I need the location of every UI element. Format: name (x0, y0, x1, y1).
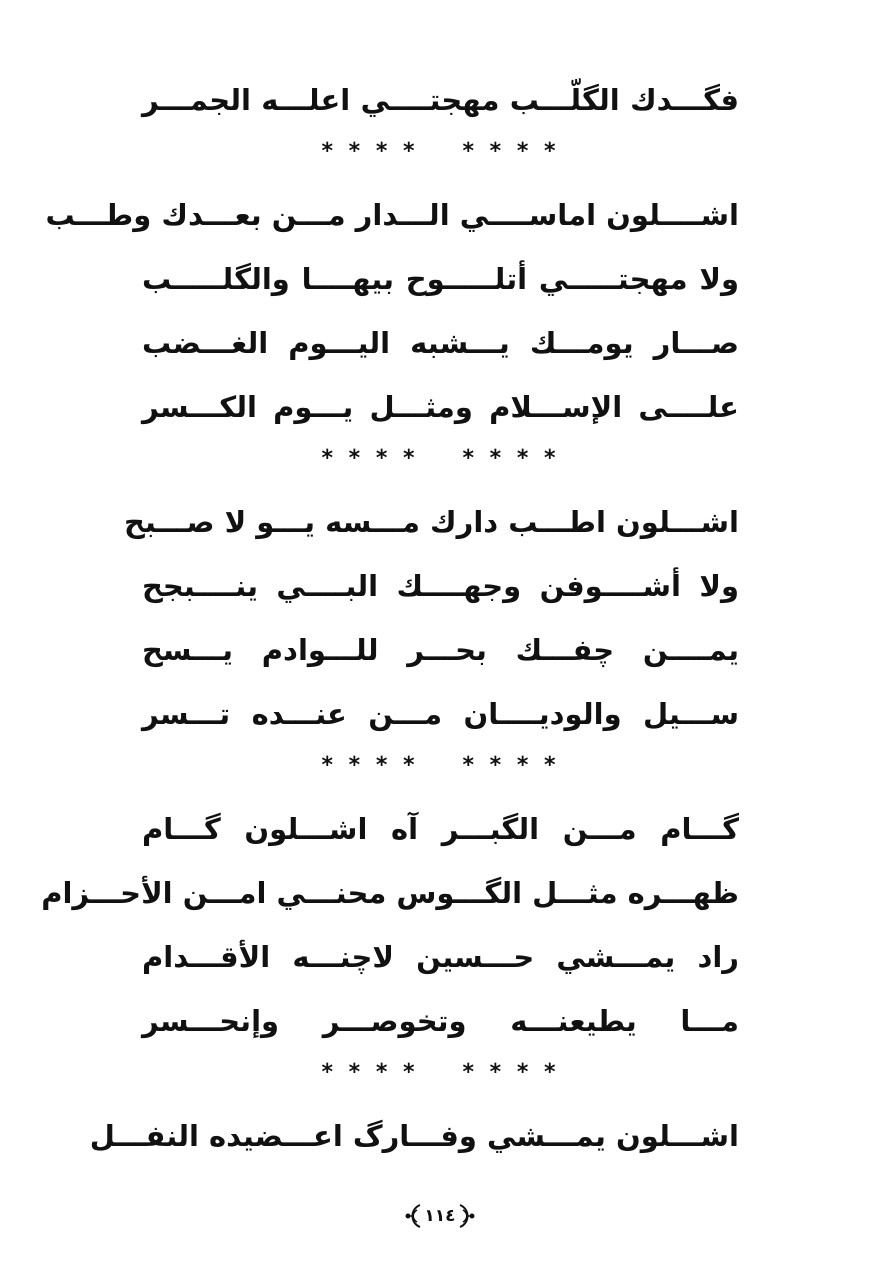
page-number (400, 1198, 480, 1234)
verse-line: فگـــدك الگلّـــب مهجتــــي اعلـــه الجمـــر (142, 83, 739, 117)
stanza-separator (0, 447, 881, 471)
separator-stars-left: * * * * (321, 446, 419, 471)
verse-line: گـــام مـــن الگبـــر آه اشـــلون گـــام (142, 812, 739, 846)
verse-line: ســـيل والوديــــان مـــن عنـــده تـــسر (142, 697, 739, 731)
stanza-separator (0, 1061, 881, 1085)
separator-stars-right: * * * * (462, 446, 560, 471)
verse-line: ولا مهجتـــــي أتلـــــوح بيهــــا والگلـــــب (142, 262, 739, 296)
ornament-right-icon (458, 1201, 476, 1231)
verse-line: ظهـــره مثـــل الگـــوس محنـــي امـــن الأحـــزام (41, 876, 739, 910)
separator-stars-right: * * * * (462, 1060, 560, 1085)
stanza-separator (0, 140, 881, 164)
separator-stars-left: * * * * (321, 1060, 419, 1085)
separator-stars-left: * * * * (321, 753, 419, 778)
separator-stars-left: * * * * (321, 139, 419, 164)
page-number-text: ١١٤ (424, 1206, 456, 1226)
verse-line: يمــــن چفـــك بحـــر للـــوادم يـــسح (142, 633, 739, 667)
verse-line: علــــى الإســـلام ومثـــل يـــوم الكـــسر (142, 390, 739, 424)
separator-stars-right: * * * * (462, 753, 560, 778)
separator-stars-right: * * * * (462, 139, 560, 164)
ornament-left-icon (404, 1201, 422, 1231)
verse-line: ولا أشــــوفن وجهــــك البــــي ينــــبجح (142, 569, 739, 603)
verse-line: اشـــلون يمـــشي وفـــارگ اعـــضيده النفـــل (89, 1119, 739, 1153)
stanza-separator (0, 754, 881, 778)
verse-line: اشـــلون اطـــب دارك مـــسه يـــو لا صـــبح (123, 505, 739, 539)
verse-line: صـــار يومـــك يـــشبه اليـــوم الغـــضب (142, 326, 739, 360)
verse-line: مـــا يطيعنـــه وتخوصـــر وإنحـــسر (142, 1004, 739, 1038)
verse-line: اشــــلون اماســــي الـــدار مـــن بعـــدك وطـــب (45, 198, 739, 232)
verse-line: راد يمـــشي حـــسين لاچنـــه الأقـــدام (142, 940, 739, 974)
